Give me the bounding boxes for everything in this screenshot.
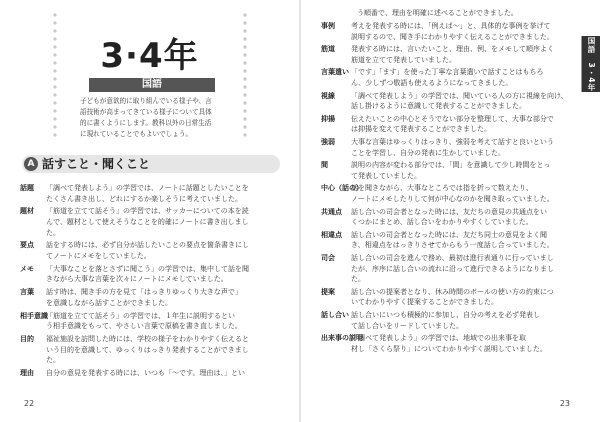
entry-term: 言葉 [20,288,34,297]
entry-line: た。 [46,228,60,237]
entry-line: う順番で、理由を明確に述べることができました。 [357,9,518,17]
entry-line: う相手意識をもって、やさしい言葉で原稿を書き直しました。 [46,322,242,331]
grade-title: 3·4年 [100,36,199,76]
entry-term: 事例 [321,22,335,30]
left-entry-list [0,0,299,422]
left-page [0,0,299,422]
entry-term: 理由 [20,369,34,377]
entry-line: 「調べて発表しよう」の学習では、地域での出来事を取 [351,334,526,343]
entry-term: 間 [321,161,328,170]
side-tab-label: 国語 3・4年 [582,36,600,92]
entry-line: 説明するので、聞き手にわかりやすく伝えることができました。 [351,32,554,41]
entry-line: いう目的を意識して、ゆっくりはっきり発表することができまし [46,345,249,354]
intro-line: 子どもが意欲的に取り組んでいる様子や、言 [80,97,212,105]
entry-line: くつかにまとめ、話し合いをわかりやすくしていました。 [351,218,533,227]
entry-line: は抑揚を変えて発表することができました。 [351,125,491,134]
entry-line: 伝えたいことの中心とそうでない部分を整理して、大事な部分で [351,114,554,123]
entry-term: 筋道 [321,45,335,54]
entry-line: 発表する時には、言いたいこと、理由、例、をメモして順序よく [351,45,554,54]
entry-line: 話し合いの司会者となった時には、友だち同士の意見をよく聞 [351,230,547,239]
entry-line: 話す時は、聞き手の方を見て「はっきりゆっくり大きな声で」 [46,288,242,297]
intro-line: 的に書くようにします。教科以外の日常生活 [80,119,212,127]
entry-line: 筋道を立てて発表していました。 [351,55,456,64]
entry-line: 話し合いの司会者となった時には、友だちの意見の共通点をい [351,207,547,216]
entry-line: を意識しながら話すことができました。 [46,298,172,307]
subject-badge: 国語 [89,78,215,92]
intro-line: 語技術が高まってきている様子について具体 [80,108,212,116]
entry-term: 相違点 [321,230,342,239]
entry-line: 自分の意見を発表する時には、いつも「～です。理由は、」とい [46,369,245,377]
entry-term: 提案 [321,287,335,296]
entry-line: ことを学習し、自分の発表に生かしていました。 [351,148,505,157]
entry-line: 話し掛けるように意識して発表することができました。 [351,102,526,111]
entry-term: 司会 [321,254,335,262]
entry-term: メモ [20,264,34,273]
entry-line: 話し合いにいつも積極的に参加し、自分の考えを必ず発表し [351,311,540,319]
entry-line: てノートにメモをしていました。 [46,251,151,260]
entry-term: 中心（話の） [321,184,363,193]
entry-term: 強弱 [321,138,335,146]
entry-line: 「調べて発表しよう」の学習では、聞いている人の方に視線を向け、 [351,91,568,100]
section-title: 話すこと・聞くこと [42,157,151,171]
entry-line: 説明の内容が変わる部分では、「間」を意識して少し時間をとっ [351,161,551,170]
entry-term: 題材 [20,207,34,216]
entry-term: 言葉遣い [321,68,349,77]
entry-line: ノートにメモしたりして何が中心なのかを聞き取っていました。 [351,194,554,203]
entry-line: 「筋道を立てて話そう」の学習では、１年生に説明するとい [46,311,235,320]
section-letter-badge: A [24,157,38,171]
entry-line: た。 [46,356,60,365]
entry-term: 話題 [20,184,34,192]
entry-term: 要点 [20,241,34,250]
entry-line: きながら大事な言葉を次々にノートにメモしていました。 [46,275,228,284]
entry-line: 話を聞きながら、大事なところでは指を折って数えたり、 [351,184,533,193]
entry-line: たが、序序に話し合いの流れに沿って進行できるようになりまし [351,264,554,273]
entry-line: た。 [351,275,365,284]
right-page [301,0,600,422]
entry-line: 材し「さくら祭り」についてわかりやすく説明していました。 [351,344,547,353]
right-entry-list [301,0,600,422]
entry-term: 話し合い [321,311,349,319]
entry-line: 「大事なことを落とさずに聞こう」の学習では、集中して話を聞 [46,264,249,273]
entry-line: 話し合いの司会を進んで務め、最初は進行表通りに行っていまし [351,254,554,262]
entry-line: ん、少しずつ敬語も使えるようになってきました。 [351,78,513,87]
entry-term: 目的 [20,335,34,343]
entry-term: 共通点 [321,207,342,216]
entry-line: て話し合いをリードしていました。 [351,321,463,330]
intro-line: に現れていることでもよいでしょう。 [80,130,193,138]
entry-term: 抑揚 [321,114,335,123]
entry-line: 話をする時には、必ず自分が話したいことの要点を箇条書きにし [46,241,249,250]
entry-line: 考えを発表する時には、「例えば～」と、具体的な事例を挙げて [351,22,551,30]
entry-line: たくさん書き出し、どれにするか楽しそうに考えていました。 [46,194,242,203]
page-number-left: 22 [24,399,35,408]
entry-term: 相手意識 [20,311,48,320]
entry-line: んで、題材として使えそうなことを的確にノートに書き出しまし [46,217,249,226]
entry-term: 出来事の説明 [321,334,363,343]
entry-line: て発表していました。 [351,171,421,180]
entry-line: 大事な言葉はゆっくりはっきり、強弱を考えて話すと良いという [351,138,554,146]
entry-line: 「筋道を立てて話そう」の学習では、サッカーについての本を読 [46,207,249,216]
entry-term: 視線 [321,91,335,100]
entry-line: 話し合いの提案者となり、休み時間のボールの使い方の約束につ [351,287,554,296]
page-number-right: 23 [559,399,570,408]
entry-line: 「です」「ます」を使った丁寧な言葉遣いで話すことはもちろ [351,68,544,77]
entry-line: いてわかりやすく提案することができました。 [351,298,498,307]
entry-line: き、相違点をはっきりさせてからもう一度話し合っていました。 [351,241,554,250]
entry-line: 「調べて発表しよう」の学習では、ノートに話題としたいことを [46,184,249,192]
entry-line: 福祉施設を訪問した時には、学校の様子をわかりやすく伝えると [46,335,249,343]
